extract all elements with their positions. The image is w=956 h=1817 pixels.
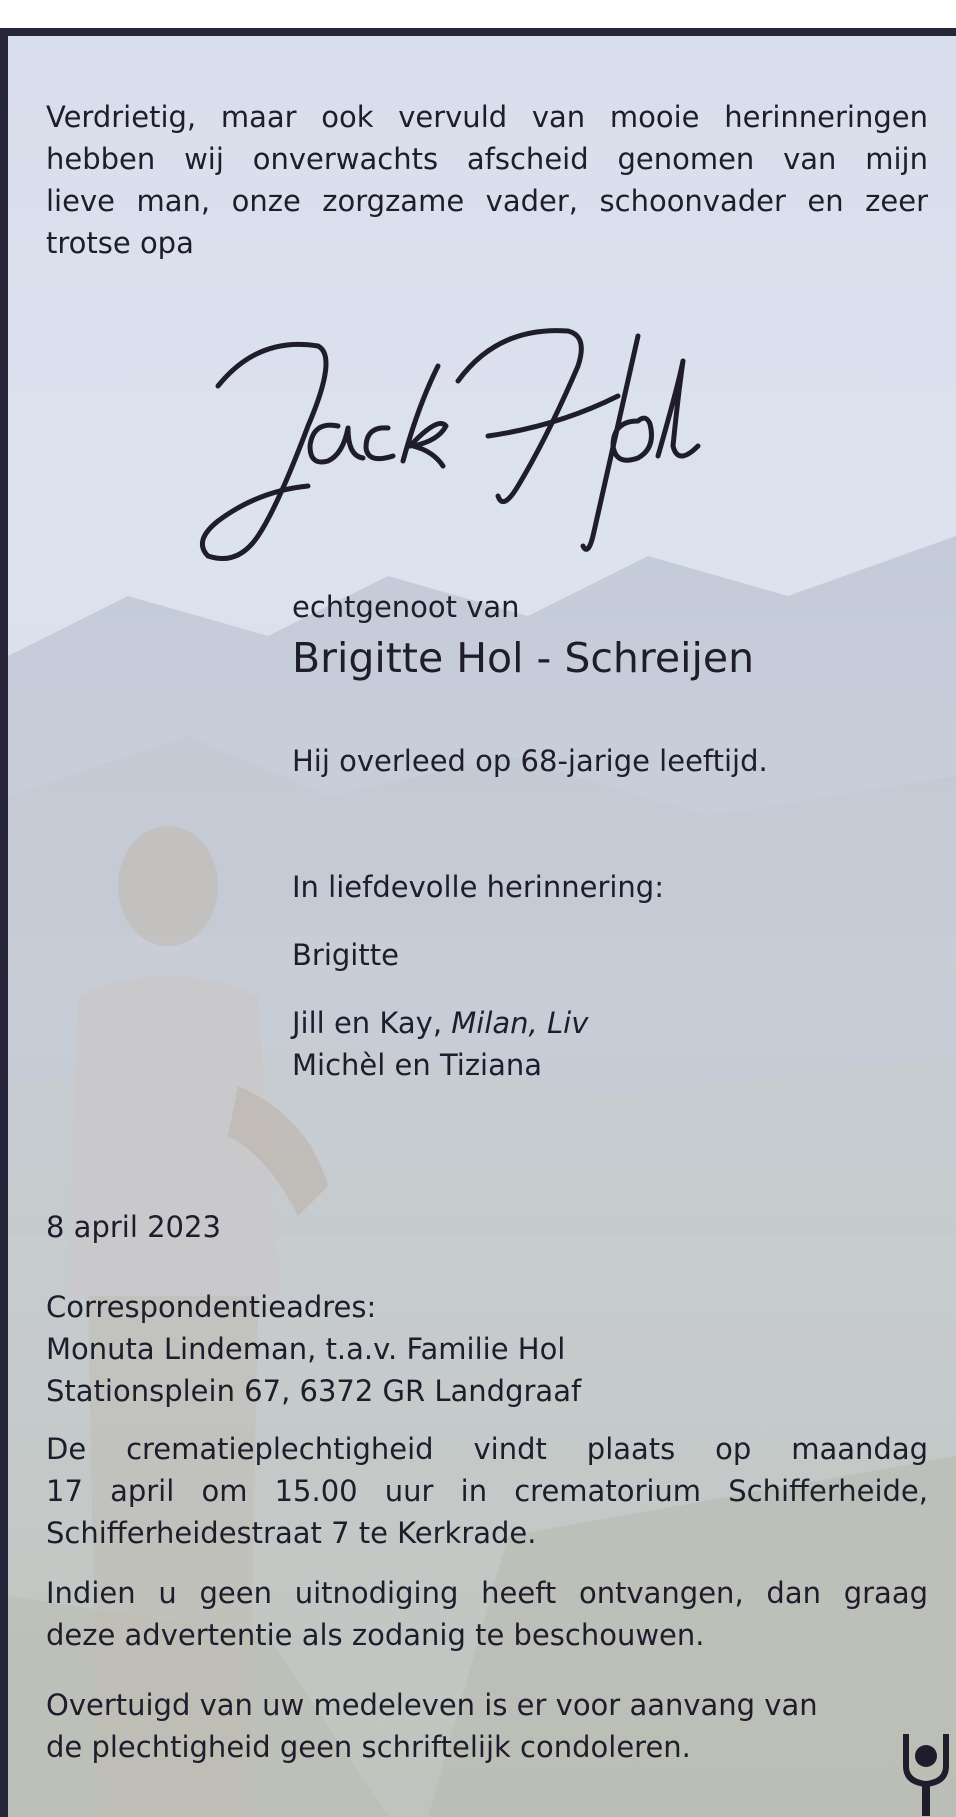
intro-text [46,96,928,222]
monuta-logo-icon [900,1726,952,1817]
family-line [292,1002,588,1044]
family-member: Brigitte [292,938,399,972]
family-line: Michèl en Tiziana [292,1048,543,1082]
invitation-line: Indien u geen uitnodiging heeft ontvangen, dan graag [46,1576,928,1610]
deceased-name-signature [198,306,798,606]
correspondence-address [46,1286,581,1412]
spouse-label: echtgenoot van [292,590,520,624]
intro-line: lieve man, onze zorgzame vader, schoonvader en zeer [46,184,928,218]
ceremony-line: De crematieplechtigheid vindt plaats op maandag [46,1432,928,1466]
memory-heading: In liefdevolle herinnering: [292,870,664,904]
family-names: Jill en Kay, [292,1006,452,1040]
intro-line: trotse opa [46,226,194,260]
correspondence-line: Monuta Lindeman, t.a.v. Familie Hol [46,1332,566,1366]
invitation-note [46,1572,928,1656]
correspondence-label: Correspondentieadres: [46,1290,377,1324]
condolence-line: Overtuigd van uw medeleven is er voor aanvang van [46,1688,818,1722]
ceremony-line: 17 april om 15.00 uur in crematorium Schifferheide, [46,1474,928,1508]
correspondence-line: Stationsplein 67, 6372 GR Landgraaf [46,1374,582,1408]
spouse-name: Brigitte Hol - Schreijen [292,634,755,682]
intro-line: hebben wij onverwachts afscheid genomen van mijn [46,142,928,176]
intro-line: Verdrietig, maar ook vervuld van mooie herinneringen [46,100,928,134]
age-text: Hij overleed op 68-jarige leeftijd. [292,744,768,778]
condolence-line: de plechtigheid geen schriftelijk condoleren. [46,1730,691,1764]
condolence-note [46,1684,818,1768]
obituary-card [0,28,956,1817]
invitation-line: deze advertentie als zodanig te beschouwen. [46,1618,705,1652]
ceremony-line: Schifferheidestraat 7 te Kerkrade. [46,1516,537,1550]
ceremony-details [46,1428,928,1554]
notice-date: 8 april 2023 [46,1210,221,1244]
grandchildren-names: Milan, Liv [451,1006,589,1040]
